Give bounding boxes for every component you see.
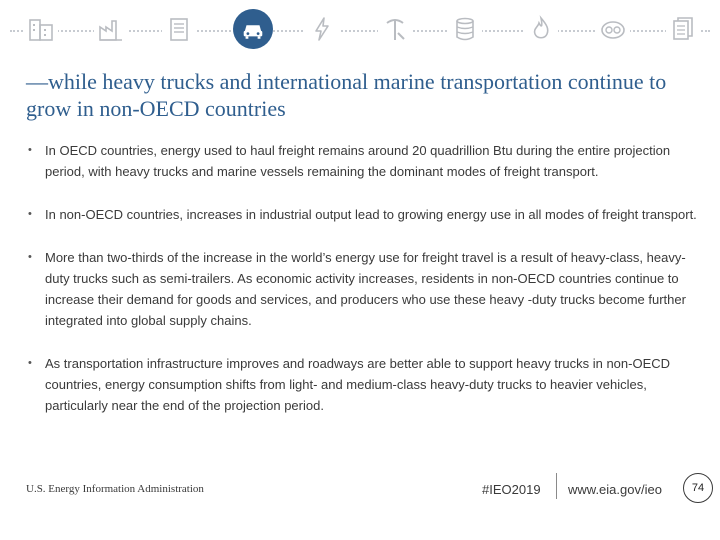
bullet-item — [28, 204, 698, 225]
bullet-marker: • — [28, 357, 32, 369]
footer-hashtag: #IEO2019 — [482, 482, 541, 497]
bullet-item — [28, 247, 698, 331]
documents-icon[interactable] — [666, 12, 700, 46]
electricity-icon[interactable] — [305, 12, 339, 46]
bullet-item — [28, 353, 698, 416]
transportation-icon[interactable] — [233, 9, 273, 49]
footer-website-link[interactable]: www.eia.gov/ieo — [568, 482, 662, 497]
page-number-badge: 74 — [683, 473, 713, 503]
oil-barrel-icon[interactable] — [448, 12, 482, 46]
bullet-marker: • — [28, 144, 32, 156]
bullet-text: In OECD countries, energy used to haul freight remains around 20 quadrillion Btu during the entire projection period, with heavy trucks and marine vessels remaining the dominant modes of freight transport. — [45, 143, 671, 179]
sector-icon-bar — [0, 0, 720, 58]
commercial-icon[interactable] — [162, 12, 196, 46]
industry-icon[interactable] — [94, 12, 128, 46]
bullet-text: In non-OECD countries, increases in industrial output lead to growing energy use in all modes of freight transport. — [45, 207, 697, 222]
footer-agency: U.S. Energy Information Administration — [26, 483, 204, 495]
bullet-text: More than two-thirds of the increase in the world’s energy use for freight travel is a result of heavy-class, heavy-duty trucks such as semi-trailers. As economic activity increases, residents in non-OECD countries continue to increase their demand for goods and services, and producers who use these heavy -duty trucks become further integrated into global supply chains. — [45, 250, 686, 328]
bullet-item — [28, 140, 698, 182]
coal-icon[interactable] — [596, 12, 630, 46]
footer-divider — [556, 473, 557, 499]
bullet-marker: • — [28, 251, 32, 263]
buildings-icon[interactable] — [24, 12, 58, 46]
mining-icon[interactable] — [378, 12, 412, 46]
slide-title: —while heavy trucks and international marine transportation continue to grow in non-OECD countries — [26, 69, 667, 121]
bullet-text: As transportation infrastructure improves and roadways are better able to support heavy trucks in non-OECD countries, energy consumption shifts from light- and medium-class heavy-duty trucks to heavier vehicles, particularly near the end of the projection period. — [45, 356, 671, 413]
bullet-marker: • — [28, 208, 32, 220]
bullet-list — [28, 140, 698, 438]
natural-gas-flame-icon[interactable] — [524, 12, 558, 46]
